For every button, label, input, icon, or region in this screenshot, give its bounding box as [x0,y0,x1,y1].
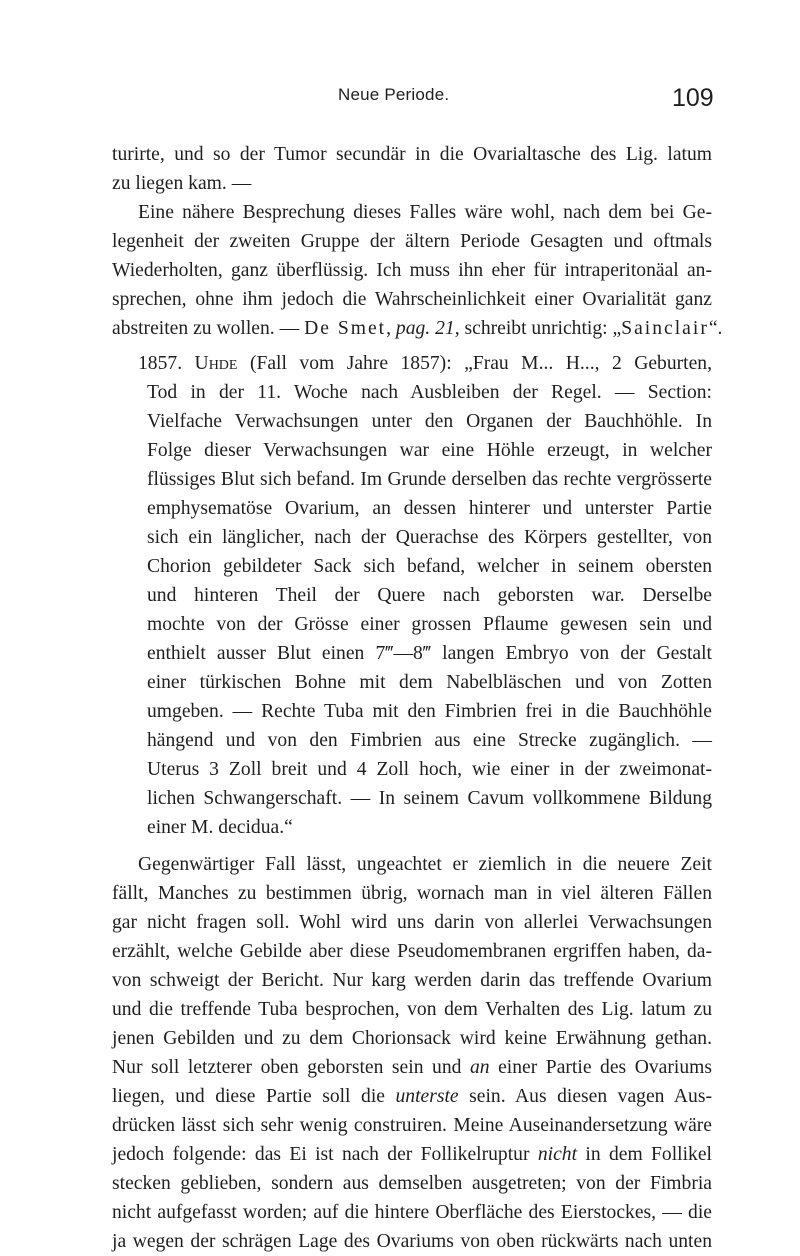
quote-line: flüssiges Blut sich befand. Im Grunde derselben das rechte vergrösserte [147,469,712,490]
text-line: von schweigt der Bericht. Nur karg werden darin das treffende Ovarium [112,970,712,991]
emphasis: nicht [537,1144,578,1165]
quote-line: Folge dieser Verwachsungen war eine Höhle erzeugt, in welcher [147,440,712,461]
quote-line: Vielfache Verwachsungen unter den Organen der Bauchhöhle. In [147,411,712,432]
quoted-name: Sainclair [621,318,709,339]
text-line: nicht aufgefasst worden; auf die hintere Oberfläche des Eierstockes, — die [112,1202,712,1223]
body-text [112,140,723,1256]
text-line: stecken geblieben, sondern aus demselben ausgetreten; von der Fimbria [112,1173,712,1194]
author-name: Uhde [194,353,238,374]
text-line: drücken lässt sich sehr wenig construiren. Meine Auseinandersetzung wäre [112,1115,712,1136]
quote-line: einer türkischen Bohne mit dem Nabelbläschen und von Zotten [147,672,712,693]
text-line: Eine nähere Besprechung dieses Falles wäre wohl, nach dem bei Ge- [138,202,712,223]
case-heading-line: 1857. Uhde (Fall vom Jahre 1857): „Frau M... H..., 2 Geburten, [138,353,712,374]
page-reference: pag. 21, [395,318,460,339]
text-line: zu liegen kam. — [112,173,252,194]
text-line: und die treffende Tuba besprochen, von dem Verhalten des Lig. latum zu [112,999,712,1020]
text-line: Wiederholten, ganz überflüssig. Ich muss ihn eher für intraperitonäal an- [112,260,712,281]
text-line: jenen Gebilden und zu dem Chorionsack wird keine Erwähnung gethan. [112,1028,712,1049]
quote-line: Chorion gebildeter Sack sich befand, welcher in seinem obersten [147,556,712,577]
quote-line: und hinteren Theil der Quere nach geborsten war. Derselbe [147,585,712,606]
text-line: ja wegen der schrägen Lage des Ovariums von oben rückwärts nach unten [112,1231,712,1252]
text-line: abstreiten zu wollen. — De Smet, pag. 21, schreibt unrichtig: „Sainclair“. [112,318,723,339]
text-line: Nur soll letzterer oben geborsten sein und an einer Partie des Ovariums [112,1057,712,1078]
text-line: legenheit der zweiten Gruppe der ältern Periode Gesagten und oftmals [112,231,712,252]
quote-line: Tod in der 11. Woche nach Ausbleiben der Regel. — Section: [147,382,712,403]
quote-line: emphysematöse Ovarium, an dessen hinterer und unterster Partie [147,498,712,519]
quote-line: enthielt ausser Blut einen 7‴—8‴ langen Embryo von der Gestalt [147,643,712,664]
text-line: turirte, und so der Tumor secundär in die Ovarialtasche des Lig. latum [112,144,712,165]
emphasis: unterste [395,1086,459,1107]
quote-line: Uterus 3 Zoll breit und 4 Zoll hoch, wie einer in der zweimonat- [147,759,712,780]
quote-line: hängend und von den Fimbrien aus eine Strecke zugänglich. — [147,730,712,751]
page-number: 109 [672,84,714,112]
text-line: gar nicht fragen soll. Wohl wird uns darin von allerlei Verwachsungen [112,912,712,933]
text-line: Gegenwärtiger Fall lässt, ungeachtet er ziemlich in die neuere Zeit [138,854,712,875]
text-line: erzählt, welche Gebilde aber diese Pseudomembranen ergriffen haben, da- [112,941,712,962]
emphasis: an [469,1057,490,1078]
text-line: sprechen, ohne ihm jedoch die Wahrscheinlichkeit einer Ovarialität ganz [112,289,712,310]
quote-line: sich ein länglicher, nach der Querachse des Körpers gestellter, von [147,527,712,548]
text-line: jedoch folgende: das Ei ist nach der Follikelruptur nicht in dem Follikel [112,1144,712,1165]
quote-line: lichen Schwangerschaft. — In seinem Cavum vollkommene Bildung [147,788,712,809]
text-line: liegen, und diese Partie soll die unterste sein. Aus diesen vagen Aus- [112,1086,712,1107]
quote-line: einer M. decidua.“ [147,817,293,838]
author-name: De Smet [304,318,387,339]
text-line: fällt, Manches zu bestimmen übrig, wornach man in viel älteren Fällen [112,883,712,904]
quote-line: mochte von der Grösse einer grossen Pflaume gewesen sein und [147,614,712,635]
quote-line: umgeben. — Rechte Tuba mit den Fimbrien frei in die Bauchhöhle [147,701,712,722]
running-head: Neue Periode. [338,85,450,104]
